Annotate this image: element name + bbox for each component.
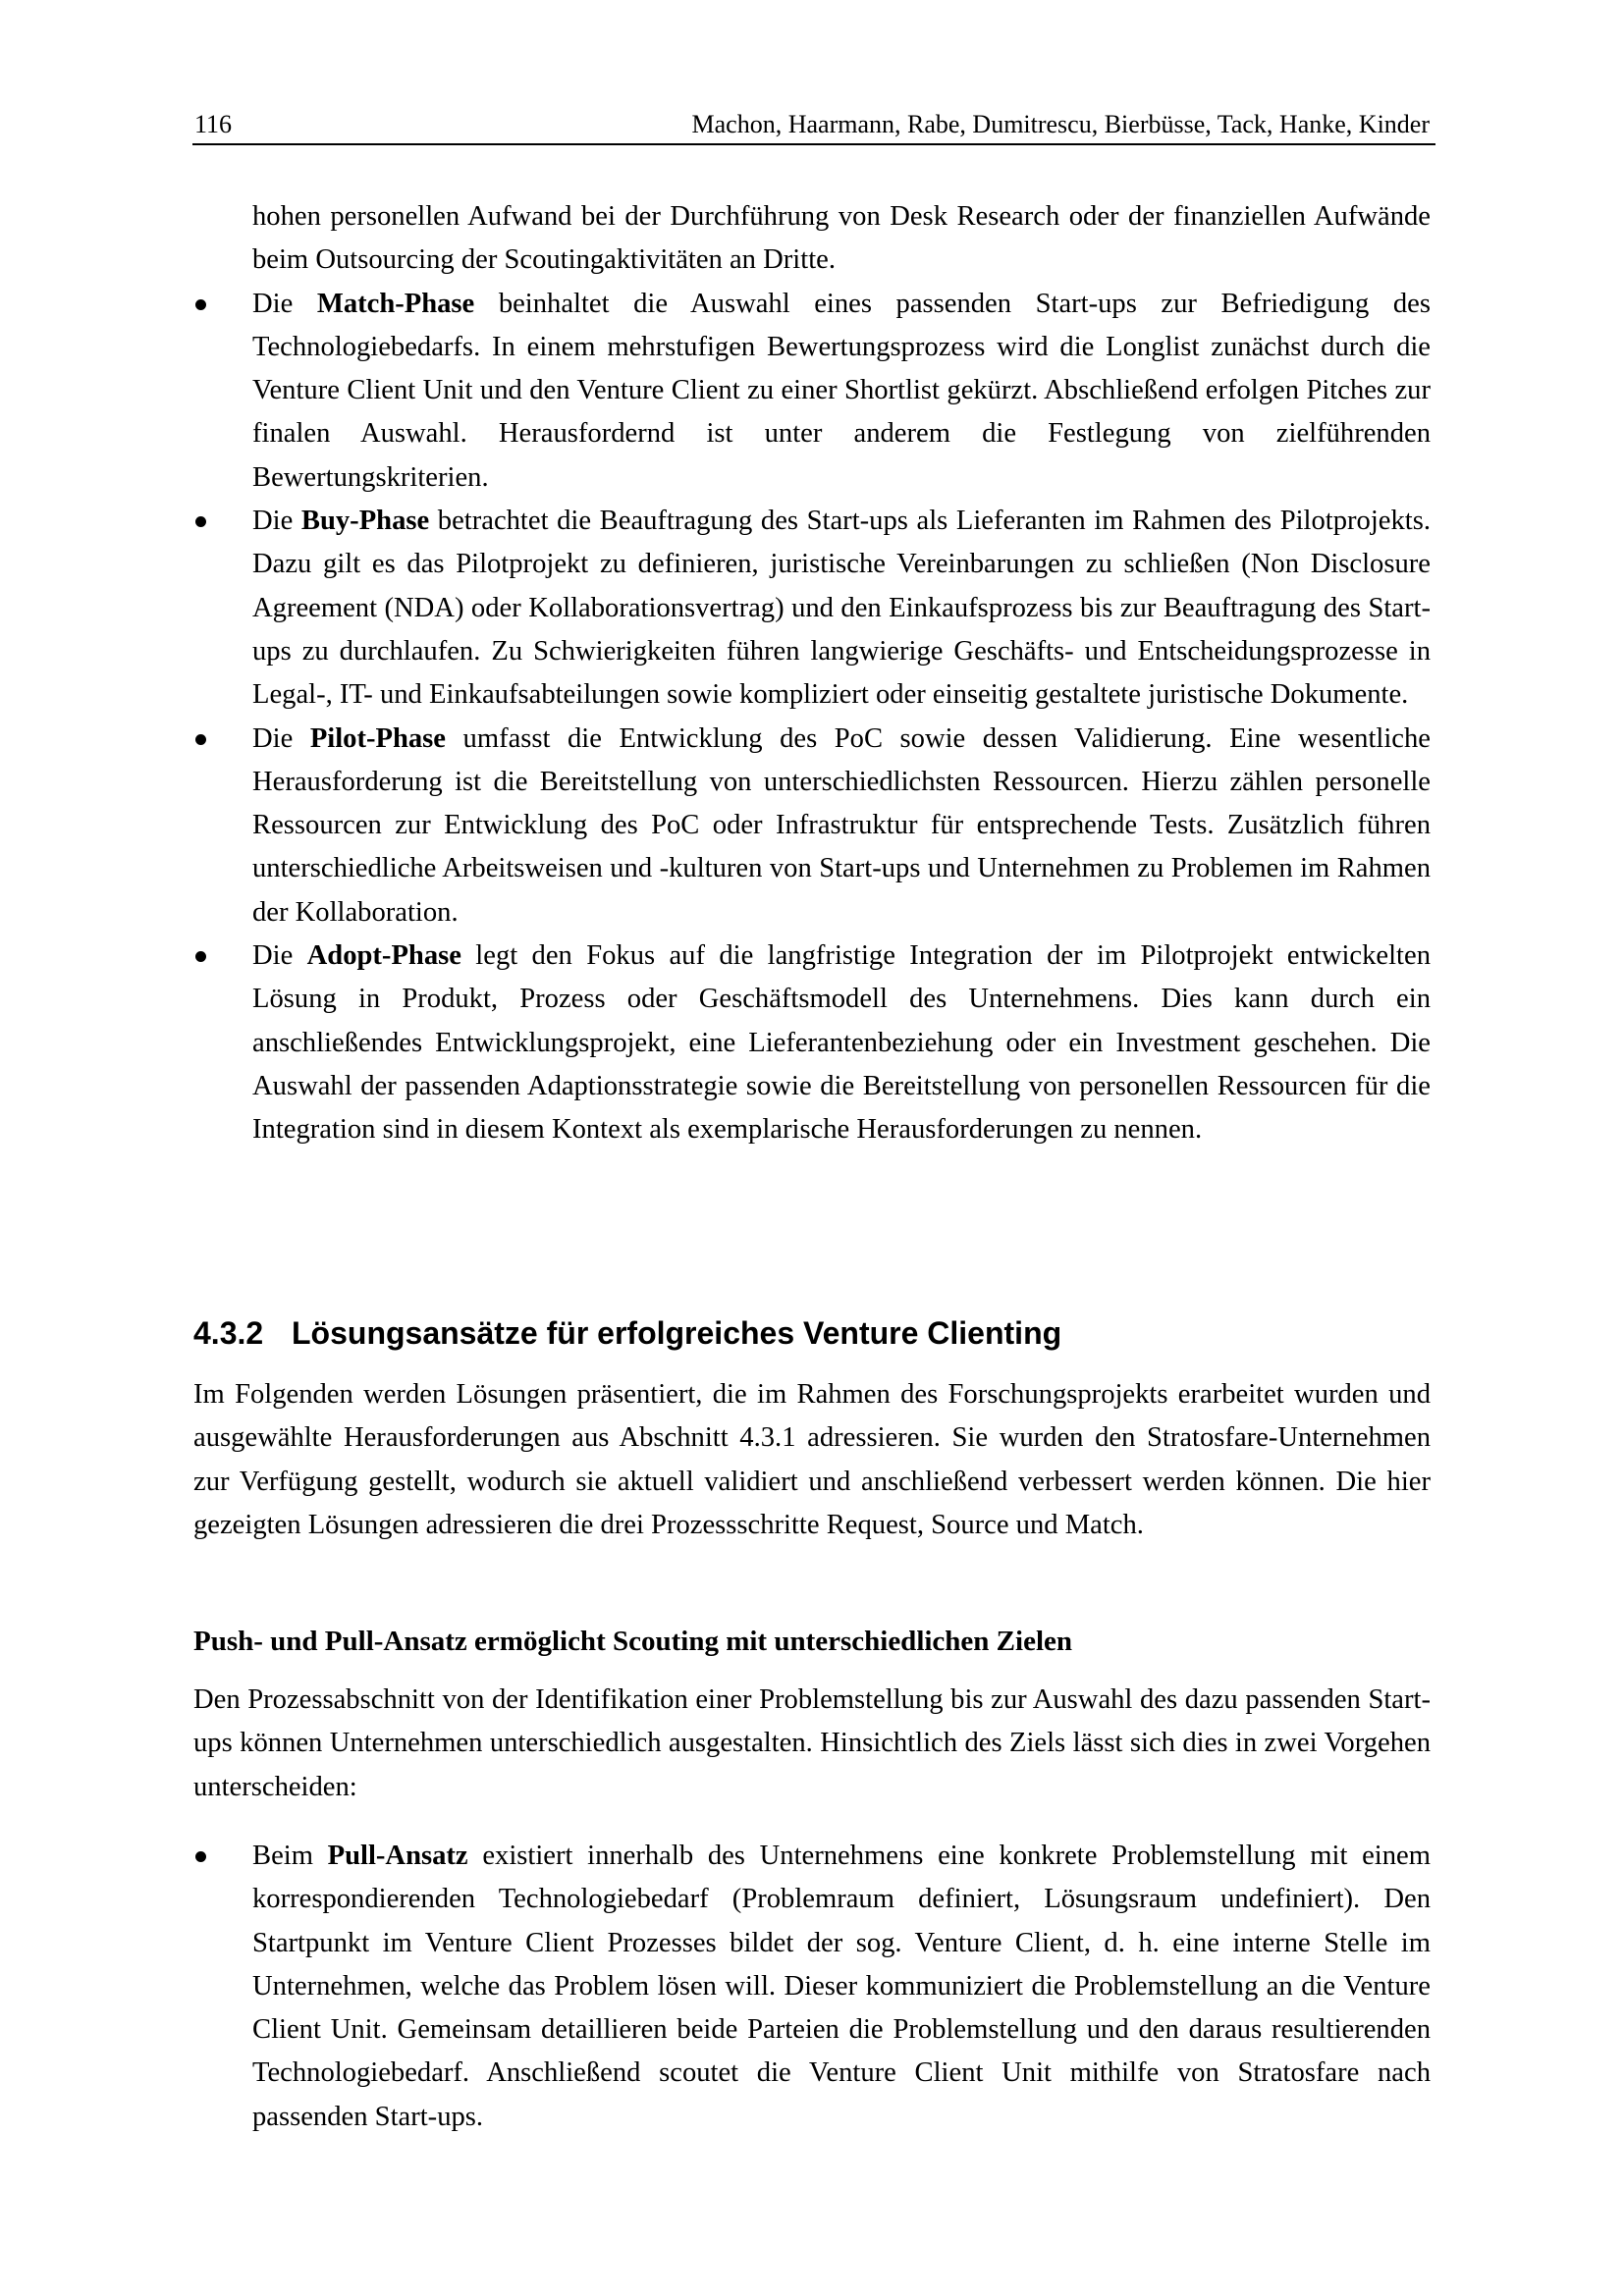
bullet-icon	[195, 1851, 206, 1862]
section-number: 4.3.2	[193, 1315, 264, 1351]
term-buy-phase: Buy-Phase	[300, 506, 430, 537]
phase-bullet-list	[193, 283, 1431, 1152]
subsection-intro-block	[193, 1679, 1431, 1809]
term-pilot-phase: Pilot-Phase	[309, 722, 446, 754]
section-intro-paragraph: Im Folgenden werden Lösungen präsentiert, die im Rahmen des Forschungsprojekts erarbeitet wurden und ausgewählte Herausforderungen aus Abschnitt 4.3.1 adressieren. Sie wurden den Stratosfare-Unternehmen zur Verfügung gestellt, wodurch sie aktuell validiert und anschließend verbessert werden können. Die hier gezeigten Lösungen adressieren die drei Prozessschritte Request, Source und Match.	[193, 1379, 1431, 1540]
running-head	[192, 104, 1435, 145]
list-item-pull-ansatz: Beim Pull-Ansatz existiert innerhalb des Unternehmens eine konkrete Problemstellung mit einem korrespondierenden Technologiebedarf (Problemraum definiert, Lösungsraum undefiniert). Den Startpunkt im Venture Client Prozesses bildet der sog. Venture Client, d. h. eine interne Stelle im Unternehmen, welche das Problem lösen will. Dieser kommuniziert die Problemstellung an die Venture Client Unit. Gemeinsam detaillieren beide Parteien die Problemstellung und den daraus resultierenden Technologiebedarf. Anschließend scoutet die Venture Client Unit mithilfe von Stratosfare nach passenden Start-ups.	[193, 1835, 1431, 2139]
term-pull-ansatz: Pull-Ansatz	[327, 1841, 468, 1871]
list-item-adopt-phase: Die Adopt-Phase legt den Fokus auf die langfristige Integration der im Pilotprojekt entwickelten Lösung in Produkt, Prozess oder Geschäftsmodell des Unternehmens. Dies kann durch ein anschließendes Entwicklungsprojekt, eine Lieferantenbeziehung oder ein Investment geschehen. Die Auswahl der passenden Adaptionsstrategie sowie die Bereitstellung von personellen Ressourcen für die Integration sind in diesem Kontext als exemplarische Herausforderungen zu nennen.	[193, 934, 1431, 1151]
approach-bullet-list	[193, 1835, 1431, 2139]
bullet-icon	[195, 951, 206, 962]
term-adopt-phase: Adopt-Phase	[306, 940, 461, 972]
bullet-icon	[195, 299, 206, 310]
page-number: 116	[194, 110, 233, 138]
bullet-icon	[195, 734, 206, 745]
term-match-phase: Match-Phase	[316, 288, 475, 319]
section-title: Lösungsansätze für erfolgreiches Venture Clienting	[292, 1315, 1062, 1351]
list-item-match-phase: Die Match-Phase beinhaltet die Auswahl eines passenden Start-ups zur Befriedigung des Technologiebedarfs. In einem mehrstufigen Bewertungsprozess wird die Longlist zunächst durch die Venture Client Unit und den Venture Client zu einer Shortlist gekürzt. Abschließend erfolgen Pitches zur finalen Auswahl. Herausfordernd ist unter anderem die Festlegung von zielführenden Bewertungskriterien.	[193, 283, 1431, 500]
subsection-intro-paragraph: Den Prozessabschnitt von der Identifikation einer Problemstellung bis zur Auswahl des dazu passenden Start-ups können Unternehmen unterschiedlich ausgestalten. Hinsichtlich des Ziels lässt sich dies in zwei Vorgehen unterscheiden:	[193, 1684, 1431, 1802]
list-item-pilot-phase: Die Pilot-Phase umfasst die Entwicklung des PoC sowie dessen Validierung. Eine wesentliche Herausforderung ist die Bereitstellung von unterschiedlichsten Ressourcen. Hierzu zählen personelle Ressourcen zur Entwicklung des PoC oder Infrastruktur für entsprechende Tests. Zusätzlich führen unterschiedliche Arbeitsweisen und -kulturen von Start-ups und Unternehmen zu Problemen im Rahmen der Kollaboration.	[193, 718, 1431, 934]
bullet-icon	[195, 516, 206, 527]
subsection-heading: Push- und Pull-Ansatz ermöglicht Scouting mit unterschiedlichen Zielen	[193, 1626, 1073, 1657]
continuation-paragraph: hohen personellen Aufwand bei der Durchführung von Desk Research oder der finanziellen Aufwände beim Outsourcing der Scoutingaktivitäten an Dritte.	[252, 201, 1431, 276]
approach-list-block	[193, 1835, 1431, 2139]
phase-list-block	[193, 195, 1431, 1152]
section-heading	[193, 1315, 1061, 1351]
running-head-authors: Machon, Haarmann, Rabe, Dumitrescu, Bierbüsse, Tack, Hanke, Kinder	[691, 110, 1430, 138]
list-item-buy-phase: Die Buy-Phase betrachtet die Beauftragung des Start-ups als Lieferanten im Rahmen des Pilotprojekts. Dazu gilt es das Pilotprojekt zu definieren, juristische Vereinbarungen zu schließen (Non Disclosure Agreement (NDA) oder Kollaborationsvertrag) und den Einkaufsprozess bis zur Beauftragung des Start-ups zu durchlaufen. Zu Schwierigkeiten führen langwierige Geschäfts- und Entscheidungsprozesse in Legal-, IT- und Einkaufsabteilungen sowie kompliziert oder einseitig gestaltete juristische Dokumente.	[193, 500, 1431, 717]
section-intro-block	[193, 1373, 1431, 1547]
